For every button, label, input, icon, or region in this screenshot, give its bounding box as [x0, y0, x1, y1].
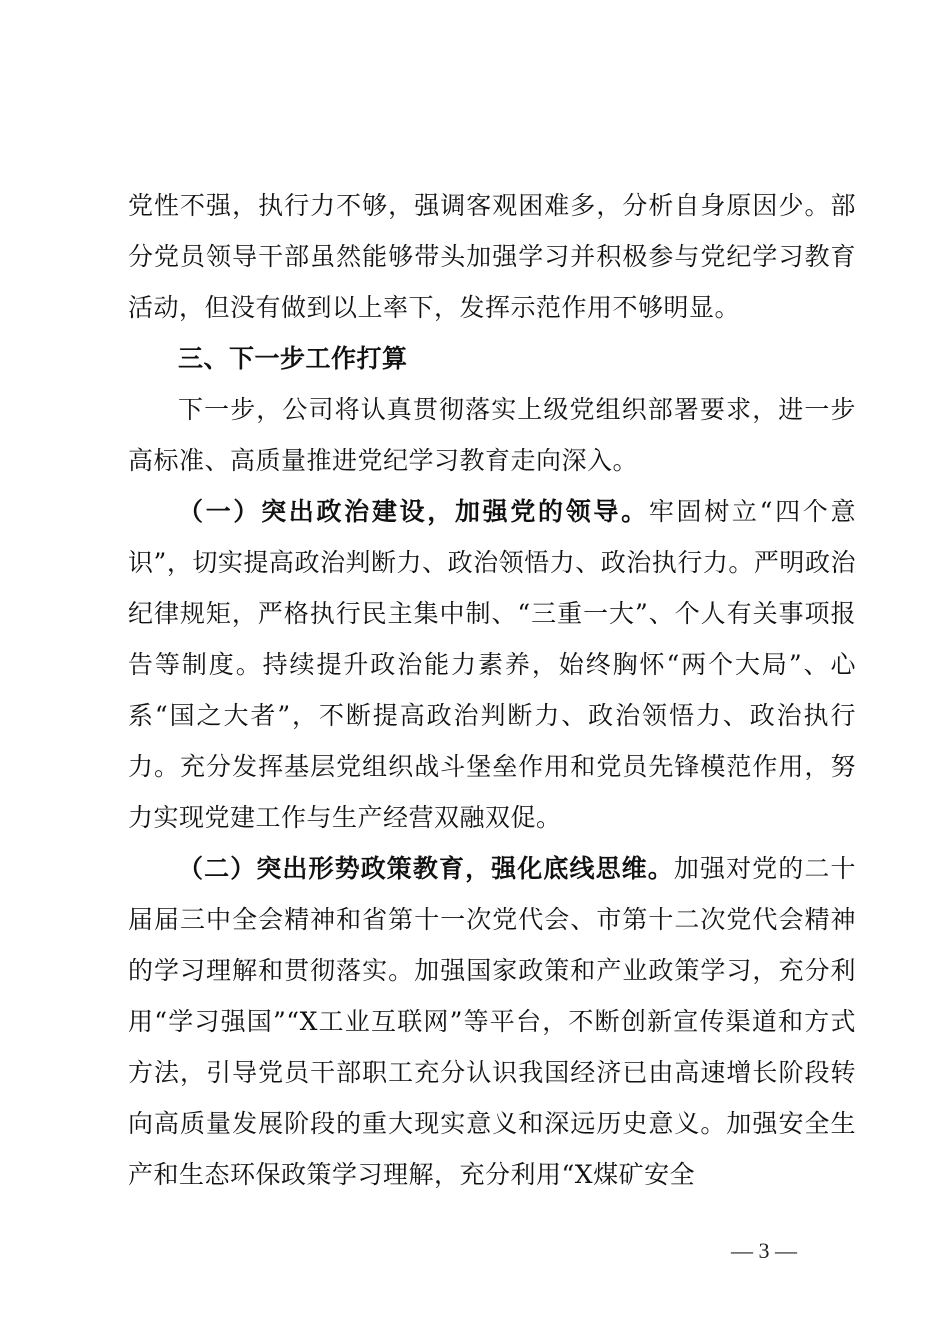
page-number: — 3 —: [731, 1238, 797, 1263]
paragraph-next-step: 下一步，公司将认真贯彻落实上级党组织部署要求，进一步高标准、高质量推进党纪学习教育走向深入。: [128, 395, 856, 475]
item-one-text: 牢固树立“四个意识”，切实提高政治判断力、政治领悟力、政治执行力。严明政治纪律规矩，严格执行民主集中制、“三重一大”、个人有关事项报告等制度。持续提升政治能力素养，始终胸怀“两个大局”、心系“国之大者”，不断提高政治判断力、政治领悟力、政治执行力。充分发挥基层党组织战斗堡垒作用和党员先锋模范作用，努力实现党建工作与生产经营双融双促。: [128, 497, 856, 832]
paragraph-item-one: [128, 486, 856, 843]
paragraph-continued: 党性不强，执行力不够，强调客观困难多，分析自身原因少。部分党员领导干部虽然能够带头加强学习并积极参与党纪学习教育活动，但没有做到以上率下，发挥示范作用不够明显。: [128, 191, 856, 322]
section-heading: 三、下一步工作打算: [178, 344, 408, 373]
item-two-lead: （二）突出形势政策教育，强化底线思维。: [178, 854, 674, 883]
item-one-lead: （一）突出政治建设，加强党的领导。: [178, 497, 649, 526]
item-two-text: 加强对党的二十届届三中全会精神和省第十一次党代会、市第十二次党代会精神的学习理解和贯彻落实。加强国家政策和产业政策学习，充分利用“学习强国”“X工业互联网”等平台，不断创新宣传渠道和方式方法，引导党员干部职工充分认识我国经济已由高速增长阶段转向高质量发展阶段的重大现实意义和深远历史意义。加强安全生产和生态环保政策学习理解，充分利用“X煤矿安全: [128, 854, 856, 1189]
document-body: [128, 180, 856, 1200]
paragraph-item-two: [128, 843, 856, 1200]
